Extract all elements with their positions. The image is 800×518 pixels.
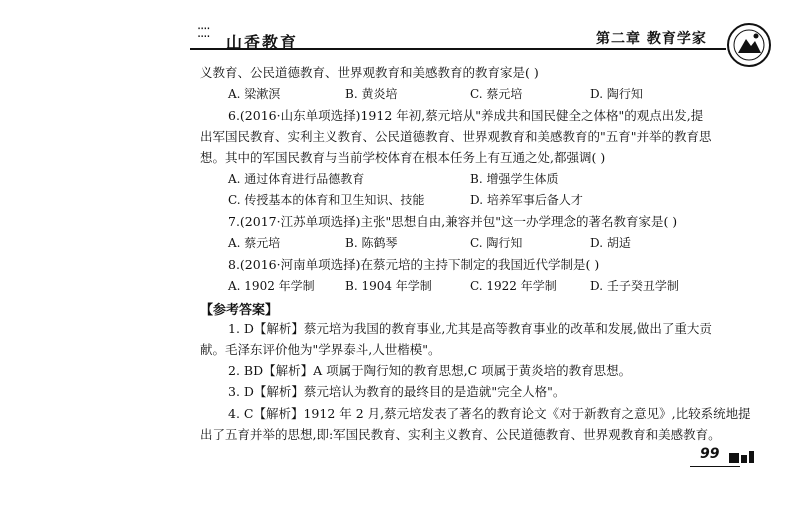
book-icon xyxy=(728,450,756,464)
q6-stem-line1: 6.(2016·山东单项选择)1912 年初,蔡元培从"养成共和国民健全之体格"的观点出发,提 xyxy=(228,108,704,123)
publisher-logo-icon xyxy=(726,22,772,68)
q5-option-b: B. 黄炎培 xyxy=(345,87,398,101)
q7-option-c: C. 陶行知 xyxy=(470,236,523,250)
answer-2: 2. BD【解析】A 项属于陶行知的教育思想,C 项属于黄炎培的教育思想。 xyxy=(228,363,632,378)
q5-option-a: A. 梁漱溟 xyxy=(228,87,281,101)
header-rule xyxy=(190,48,726,50)
q8-option-d: D. 壬子癸丑学制 xyxy=(590,279,679,293)
q7-stem: 7.(2017·江苏单项选择)主张"思想自由,兼容并包"这一办学理念的著名教育家是( ) xyxy=(228,214,678,229)
answer-4-line2: 出了五育并举的思想,即:军国民教育、实利主义教育、公民道德教育、世界观教育和美感教育。 xyxy=(200,427,721,442)
header-brand: 山香教育 xyxy=(226,33,299,52)
q8-option-c: C. 1922 年学制 xyxy=(470,279,557,293)
q7-option-d: D. 胡适 xyxy=(590,236,631,250)
q6-stem-line3: 想。其中的军国民教育与当前学校体育在根本任务上有互通之处,都强调( ) xyxy=(200,150,606,165)
q5-option-d: D. 陶行知 xyxy=(590,87,643,101)
q8-option-b: B. 1904 年学制 xyxy=(345,279,432,293)
q8-stem: 8.(2016·河南单项选择)在蔡元培的主持下制定的我国近代学制是( ) xyxy=(228,257,600,272)
answer-1-line1: 1. D【解析】蔡元培为我国的教育事业,尤其是高等教育事业的改革和发展,做出了重大贡 xyxy=(228,321,712,336)
q6-option-d: D. 培养军事后备人才 xyxy=(470,193,583,207)
q6-option-c: C. 传授基本的体育和卫生知识、技能 xyxy=(228,193,425,207)
q6-stem-line2: 出军国民教育、实利主义教育、公民道德教育、世界观教育和美感教育的"五育"并举的教育思 xyxy=(200,129,712,144)
answer-1-line2: 献。毛泽东评价他为"学界泰斗,人世楷模"。 xyxy=(200,342,441,357)
page-number-rule xyxy=(690,466,740,467)
chapter-title: 第二章 教育学家 xyxy=(596,31,707,47)
answer-4-line1: 4. C【解析】1912 年 2 月,蔡元培发表了著名的教育论文《对于新教育之意见》,比较系统地提 xyxy=(228,406,751,421)
q5-stem-tail: 义教育、公民道德教育、世界观教育和美感教育的教育家是( ) xyxy=(200,65,539,80)
page-number: 99 xyxy=(700,446,720,462)
q6-option-a: A. 通过体育进行品德教育 xyxy=(228,172,365,186)
answers-heading: 【参考答案】 xyxy=(200,303,279,318)
q6-option-b: B. 增强学生体质 xyxy=(470,172,559,186)
q7-option-a: A. 蔡元培 xyxy=(228,236,281,250)
header-dots-decoration: ⁚⁚⁚⁚ xyxy=(197,26,210,41)
answer-3: 3. D【解析】蔡元培认为教育的最终目的是造就"完全人格"。 xyxy=(228,384,566,399)
q7-option-b: B. 陈鹤琴 xyxy=(345,236,398,250)
q8-option-a: A. 1902 年学制 xyxy=(228,279,315,293)
q5-option-c: C. 蔡元培 xyxy=(470,87,523,101)
